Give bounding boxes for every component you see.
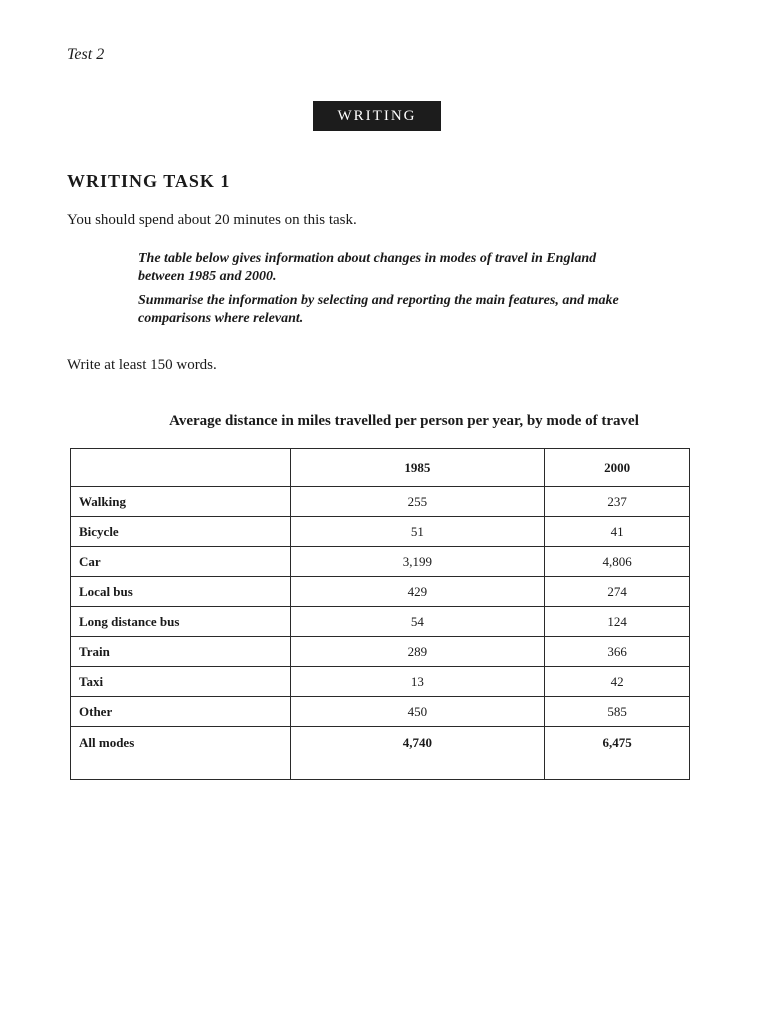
table-row — [71, 667, 690, 697]
mode-cell: Long distance bus — [71, 607, 291, 637]
value-2000-cell: 366 — [545, 637, 690, 667]
table-row — [71, 727, 690, 780]
value-2000-cell: 274 — [545, 577, 690, 607]
mode-cell: All modes — [71, 727, 291, 780]
task-prompt — [138, 250, 628, 334]
value-2000-cell: 41 — [545, 517, 690, 547]
table-title: Average distance in miles travelled per person per year, by mode of travel — [169, 413, 639, 429]
table-row — [71, 577, 690, 607]
value-2000-cell: 6,475 — [545, 727, 690, 780]
header-mode — [71, 449, 291, 487]
value-1985-cell: 429 — [290, 577, 545, 607]
table-body — [71, 487, 690, 780]
travel-data-table — [70, 448, 690, 780]
mode-cell: Walking — [71, 487, 291, 517]
value-1985-cell: 3,199 — [290, 547, 545, 577]
prompt-description: The table below gives information about changes in modes of travel in England between 1985 and 2000. — [138, 251, 597, 284]
mode-cell: Train — [71, 637, 291, 667]
value-1985-cell: 13 — [290, 667, 545, 697]
time-instruction: You should spend about 20 minutes on this task. — [67, 212, 357, 228]
table-row — [71, 697, 690, 727]
value-1985-cell: 289 — [290, 637, 545, 667]
mode-cell: Bicycle — [71, 517, 291, 547]
value-2000-cell: 237 — [545, 487, 690, 517]
word-count-instruction: Write at least 150 words. — [67, 357, 217, 373]
mode-cell: Car — [71, 547, 291, 577]
header-1985: 1985 — [290, 449, 545, 487]
table-row — [71, 517, 690, 547]
value-2000-cell: 124 — [545, 607, 690, 637]
prompt-summarise: Summarise the information by selecting and reporting the main features, and make comparisons where relevant. — [138, 293, 619, 326]
table-header-row — [71, 449, 690, 487]
value-2000-cell: 585 — [545, 697, 690, 727]
value-2000-cell: 42 — [545, 667, 690, 697]
section-banner: WRITING — [313, 101, 441, 131]
mode-cell: Other — [71, 697, 291, 727]
table-row — [71, 607, 690, 637]
value-1985-cell: 54 — [290, 607, 545, 637]
value-2000-cell: 4,806 — [545, 547, 690, 577]
task-title: WRITING TASK 1 — [67, 171, 231, 191]
value-1985-cell: 450 — [290, 697, 545, 727]
value-1985-cell: 255 — [290, 487, 545, 517]
value-1985-cell: 4,740 — [290, 727, 545, 780]
mode-cell: Local bus — [71, 577, 291, 607]
table-row — [71, 487, 690, 517]
value-1985-cell: 51 — [290, 517, 545, 547]
header-2000: 2000 — [545, 449, 690, 487]
table-row — [71, 547, 690, 577]
table-row — [71, 637, 690, 667]
mode-cell: Taxi — [71, 667, 291, 697]
test-label: Test 2 — [67, 46, 105, 63]
